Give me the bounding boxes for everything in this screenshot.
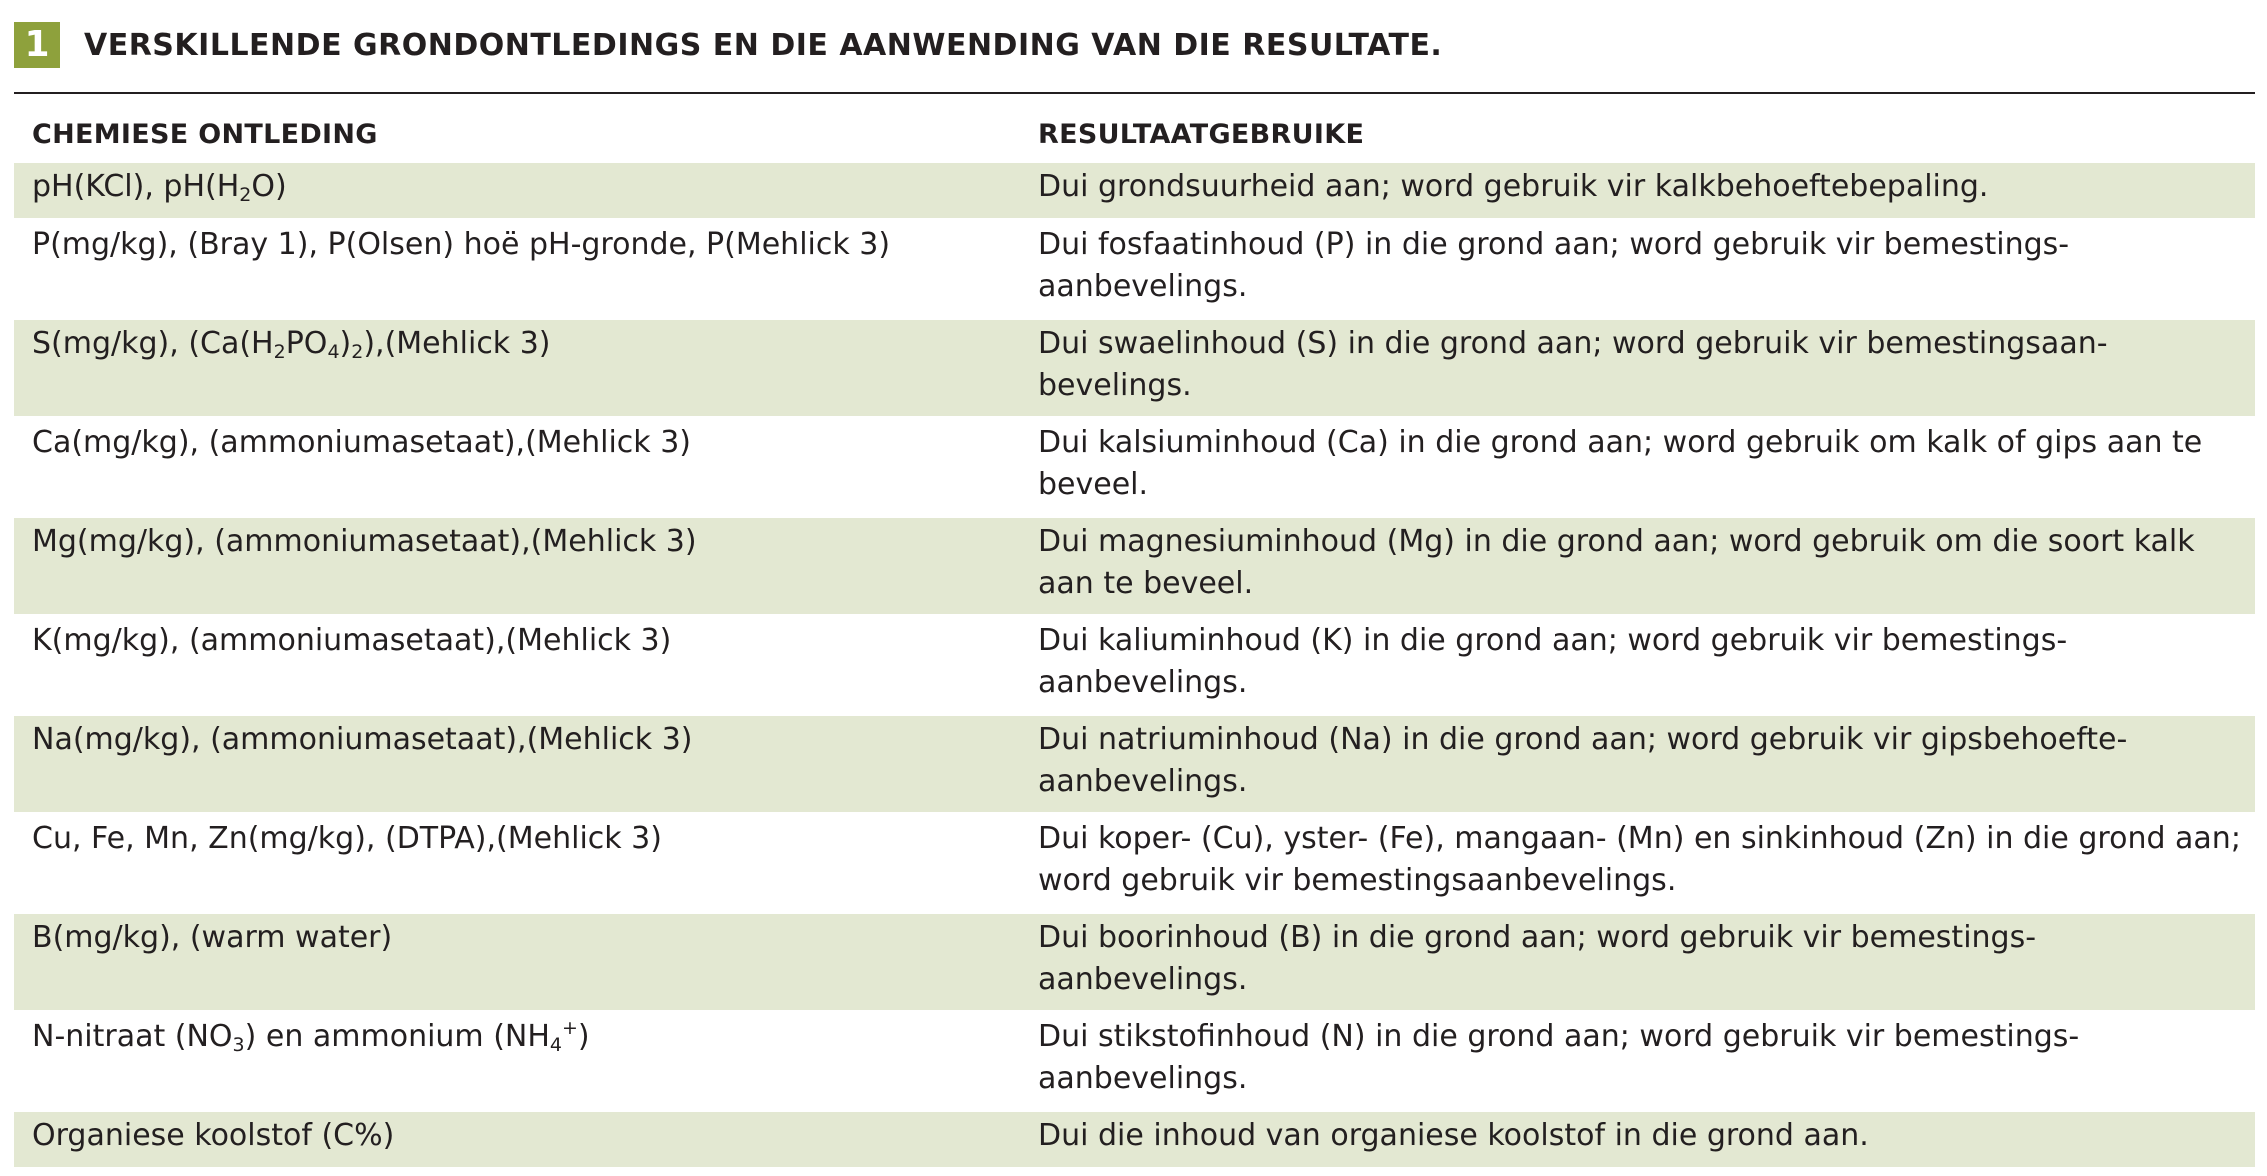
analysis-cell: Ca(mg/kg), (ammoniumasetaat),(Mehlick 3) <box>14 419 1020 515</box>
result-cell: Dui kalsiuminhoud (Ca) in die grond aan; word gebruik om kalk of gips aan te beveel. <box>1020 419 2255 515</box>
result-cell: Dui swaelinhoud (S) in die grond aan; word gebruik vir bemestingsaan-bevelings. <box>1020 320 2255 416</box>
analysis-cell: Organiese koolstof (C%) <box>14 1112 1020 1167</box>
table-row <box>14 320 2255 416</box>
analysis-cell: S(mg/kg), $(Ca(H_2PO_4)_2),(Mehlick$ 3) <box>14 320 1020 416</box>
column-header-analysis: CHEMIESE ONTLEDING <box>32 118 378 150</box>
result-cell: Dui kaliuminhoud (K) in die grond aan; word gebruik vir bemestings-aanbevelings. <box>1020 617 2255 713</box>
result-cell: Dui magnesiuminhoud (Mg) in die grond aan; word gebruik om die soort kalk aan te beveel. <box>1020 518 2255 614</box>
analysis-cell: Na(mg/kg), (ammoniumasetaat),(Mehlick 3) <box>14 716 1020 812</box>
result-cell: Dui fosfaatinhoud (P) in die grond aan; word gebruik vir bemestings-aanbevelings. <box>1020 221 2255 317</box>
table-row <box>14 1112 2255 1167</box>
analysis-cell: Mg(mg/kg), (ammoniumasetaat),(Mehlick 3) <box>14 518 1020 614</box>
analysis-cell: pH(KCl), $pH(H_2O)$ <box>14 163 1020 218</box>
table-row <box>14 914 2255 1010</box>
result-cell: Dui koper- (Cu), yster- (Fe), mangaan- (Mn) en sinkinhoud (Zn) in die grond aan; word gebruik vir bemestingsaanbevelings. <box>1020 815 2255 911</box>
soil-analysis-table <box>14 105 2255 1170</box>
analysis-cell: Cu, Fe, Mn, Zn(mg/kg), (DTPA),(Mehlick 3) <box>14 815 1020 911</box>
table-row <box>14 419 2255 515</box>
table-title-bar <box>14 22 1442 68</box>
analysis-cell: P(mg/kg), (Bray 1), P(Olsen) hoë pH-gronde, P(Mehlick 3) <box>14 221 1020 317</box>
analysis-cell: B(mg/kg), (warm water) <box>14 914 1020 1010</box>
column-header-results: RESULTAATGEBRUIKE <box>1038 118 1365 150</box>
table-header-row <box>14 108 2255 160</box>
table-number-badge: 1 <box>14 22 60 68</box>
table-row <box>14 1013 2255 1109</box>
table-row <box>14 518 2255 614</box>
title-divider <box>14 92 2255 94</box>
table-row <box>14 221 2255 317</box>
table-row <box>14 163 2255 218</box>
result-cell: Dui boorinhoud (B) in die grond aan; word gebruik vir bemestings-aanbevelings. <box>1020 914 2255 1010</box>
result-cell: Dui die inhoud van organiese koolstof in die grond aan. <box>1020 1112 2255 1167</box>
table-row <box>14 716 2255 812</box>
analysis-cell: K(mg/kg), (ammoniumasetaat),(Mehlick 3) <box>14 617 1020 713</box>
table-row <box>14 617 2255 713</box>
result-cell: Dui grondsuurheid aan; word gebruik vir kalkbehoeftebepaling. <box>1020 163 2255 218</box>
analysis-cell: N-nitraat $(NO_3)$ en ammonium $(NH_4^+)$ <box>14 1013 1020 1109</box>
table-row <box>14 815 2255 911</box>
result-cell: Dui natriuminhoud (Na) in die grond aan; word gebruik vir gipsbehoefte-aanbevelings. <box>1020 716 2255 812</box>
result-cell: Dui stikstofinhoud (N) in die grond aan; word gebruik vir bemestings-aanbevelings. <box>1020 1013 2255 1109</box>
table-title: VERSKILLENDE GRONDONTLEDINGS EN DIE AANWENDING VAN DIE RESULTATE. <box>84 27 1443 63</box>
